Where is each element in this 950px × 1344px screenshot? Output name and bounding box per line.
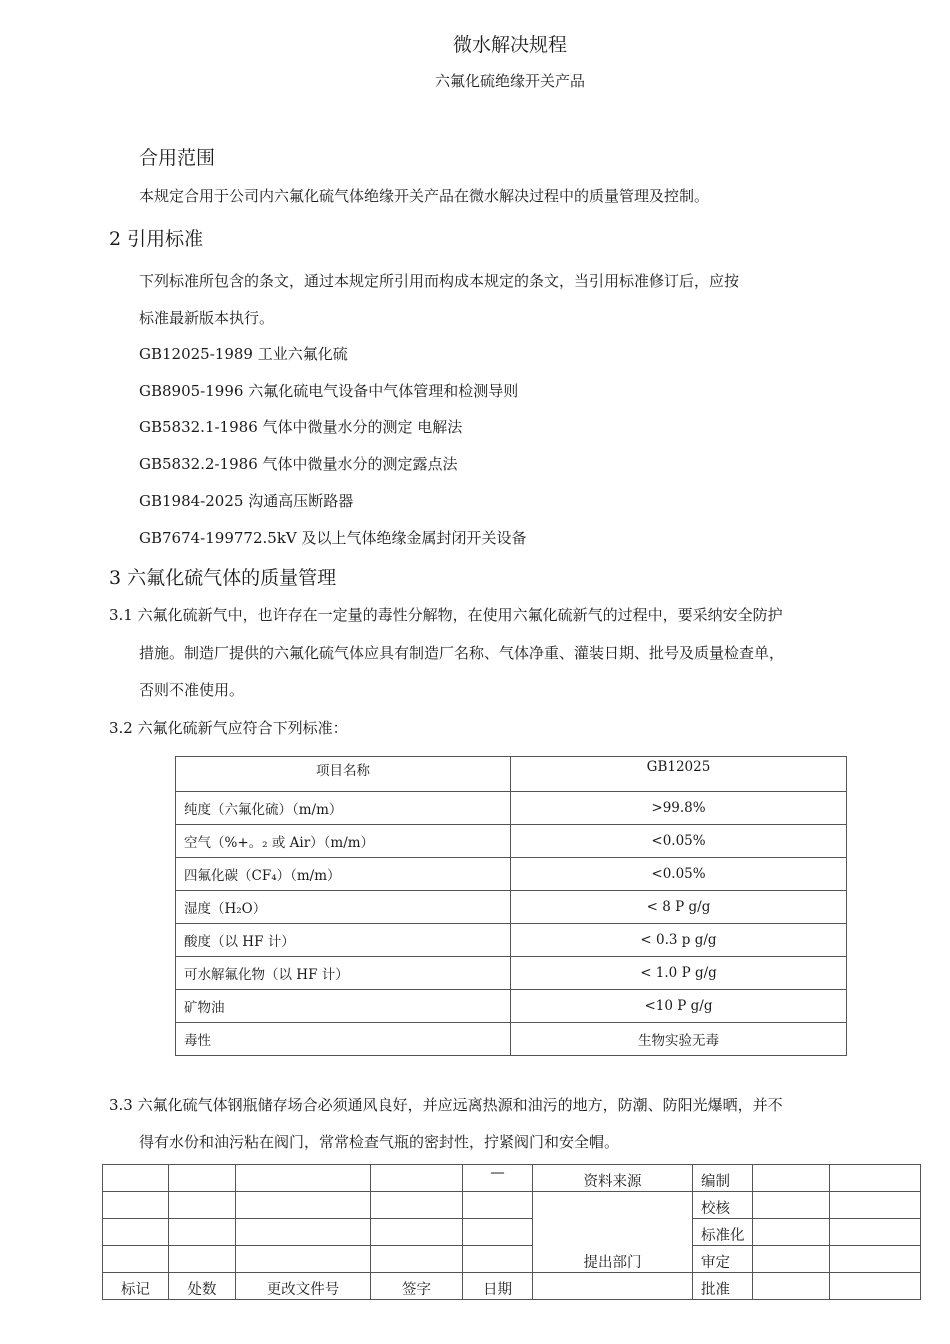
table-header-cell: 项目名称 [176,757,511,792]
dept-label-cell: 提出部门 [533,1192,693,1273]
table-row [176,957,847,990]
sign-label-cell: 编制 [693,1165,753,1192]
standard-item: GB12025-1989 工业六氟化硫 [139,345,348,363]
table-cell-item: 毒性 [176,1023,511,1056]
table-cell-item: 酸度（以 HF 计） [176,924,511,957]
sign-label-cell: 审定 [693,1246,753,1273]
table-cell-item: 可水解氟化物（以 HF 计） [176,957,511,990]
table-cell-value: 生物实验无毒 [511,1023,847,1056]
section-3-3-line-2: 得有水份和油污粘在阀门，常常检查气瓶的密封性，拧紧阀门和安全帽。 [139,1133,620,1151]
section-3-2: 3.2 六氟化硫新气应符合下列标准： [109,719,348,737]
source-label-cell: 资料来源 [533,1165,693,1192]
table-row [103,1219,921,1246]
table-row [103,1165,921,1192]
table-row [103,1192,921,1219]
table-row [176,990,847,1023]
section-3-3-line-1: 3.3 六氟化硫气体钢瓶储存场合必须通风良好，并应远离热源和油污的地方，防潮、防阳光爆晒，并不 [109,1096,783,1114]
table-row [176,924,847,957]
table-cell-item: 空气（%+。₂ 或 Air）（m/m） [176,825,511,858]
table-row [103,1246,921,1273]
table-cell-item: 四氟化碳（CF₄）（m/m） [176,858,511,891]
document-subtitle: 六氟化硫绝缘开关产品 [434,72,585,90]
sign-label-cell: 批准 [693,1273,753,1300]
revision-header-cell: 处数 [169,1273,236,1300]
revision-header-cell: 日期 [463,1273,533,1300]
section-3-1-line-1: 3.1 六氟化硫新气中，也许存在一定量的毒性分解物，在使用六氟化硫新气的过程中，要采纳安全防护 [109,606,783,624]
sign-label-cell: 校核 [693,1192,753,1219]
standard-item: GB5832.1-1986 气体中微量水分的测定 电解法 [139,418,463,436]
table-cell-value: <0.05% [511,858,847,891]
table-row [176,825,847,858]
table-cell-value: <10 P g/g [511,990,847,1023]
dash-cell: — [463,1165,533,1192]
revision-header-cell: 签字 [371,1273,463,1300]
table-row [176,891,847,924]
standard-item: GB5832.2-1986 气体中微量水分的测定露点法 [139,455,458,473]
revision-header-cell: 标记 [103,1273,169,1300]
table-row [176,792,847,825]
standard-item: GB1984-2025 沟通高压断路器 [139,492,354,510]
table-cell-value: <0.05% [511,825,847,858]
sign-label-cell: 标准化 [693,1219,753,1246]
section-3-heading: 3 六氟化硫气体的质量管理 [109,567,337,589]
revision-header-cell: 更改文件号 [236,1273,371,1300]
table-cell-value: < 8 P g/g [511,891,847,924]
revision-signoff-table [102,1164,921,1300]
document-title: 微水解决规程 [452,34,567,56]
standard-item: GB8905-1996 六氟化硫电气设备中气体管理和检测导则 [139,382,519,400]
sf6-spec-table [175,756,847,1056]
section-3-1-line-2: 措施。制造厂提供的六氟化硫气体应具有制造厂名称、气体净重、灌装日期、批号及质量检查单， [139,644,785,662]
table-row [103,1273,921,1300]
table-row [176,1023,847,1056]
table-header-row [176,757,847,792]
table-row [176,858,847,891]
section-2-intro-line-2: 标准最新版本执行。 [139,309,275,327]
table-cell-value: < 1.0 P g/g [511,957,847,990]
table-cell-value: < 0.3 p g/g [511,924,847,957]
table-cell-item: 矿物油 [176,990,511,1023]
section-2-heading: 2 引用标准 [109,228,204,250]
table-cell-item: 湿度（H₂O） [176,891,511,924]
table-cell-item: 纯度（六氟化硫）（m/m） [176,792,511,825]
table-cell-value: >99.8% [511,792,847,825]
section-3-1-line-3: 否则不准使用。 [139,681,245,699]
section-1-heading: 合用范围 [139,147,216,169]
section-1-body: 本规定合用于公司内六氟化硫气体绝缘开关产品在微水解决过程中的质量管理及控制。 [139,187,710,205]
standard-item: GB7674-199772.5kV 及以上气体绝缘金属封闭开关设备 [139,529,527,547]
table-header-cell: GB12025 [511,757,847,792]
section-2-intro-line-1: 下列标准所包含的条文，通过本规定所引用而构成本规定的条文，当引用标准修订后，应按 [139,272,740,290]
